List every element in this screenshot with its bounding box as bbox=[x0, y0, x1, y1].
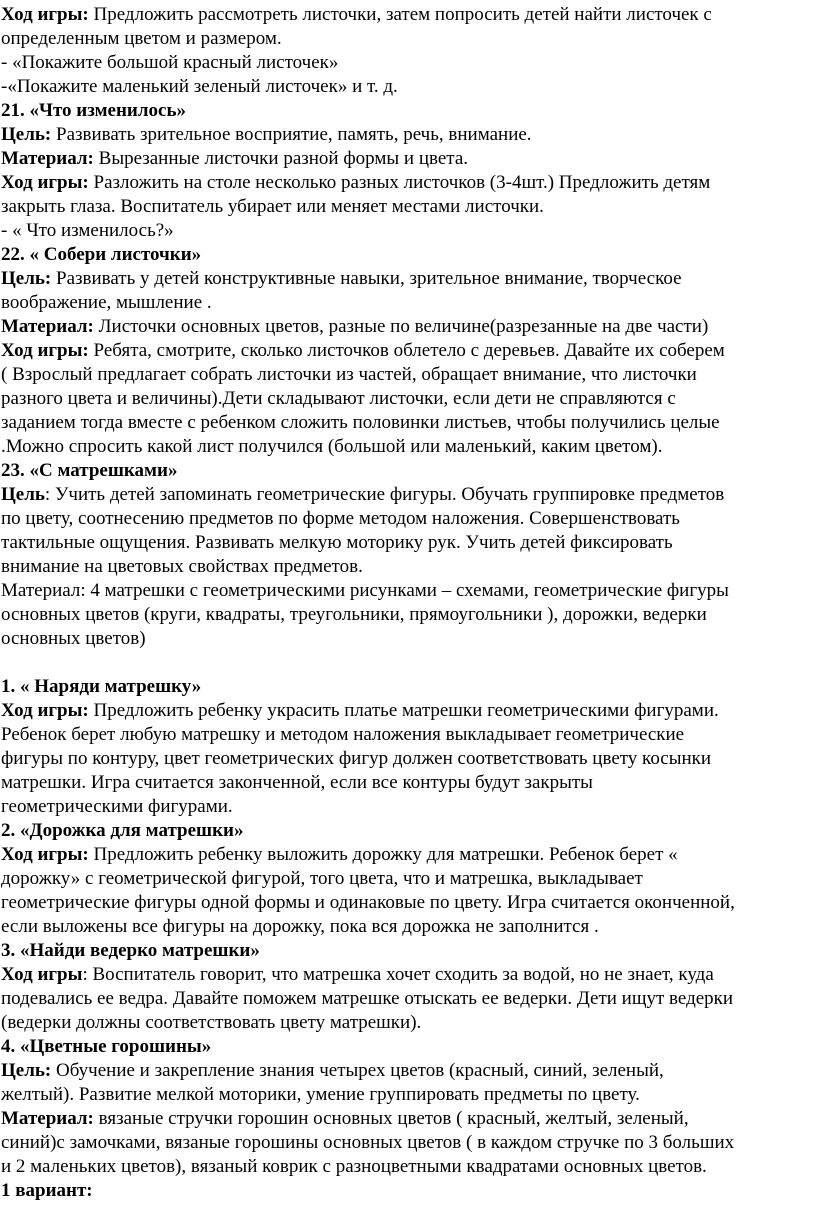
text-line bbox=[1, 123, 816, 147]
text-line bbox=[1, 1083, 816, 1107]
text-line bbox=[1, 3, 816, 27]
plain-run: - « Что изменилось?» bbox=[1, 220, 174, 241]
text-line bbox=[1, 1035, 816, 1059]
text-line bbox=[1, 243, 816, 267]
plain-run: Развивать у детей конструктивные навыки, зрительное внимание, творческое bbox=[51, 268, 682, 289]
bold-run: 1 вариант: bbox=[1, 1180, 93, 1201]
text-line bbox=[1, 315, 816, 339]
plain-run: и 2 маленьких цветов), вязаный коврик с разноцветными квадратами основных цветов. bbox=[1, 1156, 707, 1177]
text-line bbox=[1, 723, 816, 747]
text-line bbox=[1, 819, 816, 843]
text-line bbox=[1, 339, 816, 363]
text-line bbox=[1, 51, 816, 75]
plain-run: ( Взрослый предлагает собрать листочки из частей, обращает внимание, что листочки bbox=[1, 364, 697, 385]
plain-run: Предложить рассмотреть листочки, затем попросить детей найти листочек с bbox=[88, 4, 712, 25]
bold-run: 22. « Собери листочки» bbox=[1, 244, 202, 265]
text-line bbox=[1, 579, 816, 603]
text-line bbox=[1, 411, 816, 435]
plain-run: : Учить детей запоминать геометрические фигуры. Обучать группировке предметов bbox=[44, 484, 725, 505]
text-line bbox=[1, 195, 816, 219]
plain-run: фигуры по контуру, цвет геометрических фигур должен соответствовать цвету косынки bbox=[1, 748, 712, 769]
plain-run: (ведерки должны соответствовать цвету матрешки). bbox=[1, 1012, 422, 1033]
plain-run: геометрические фигуры одной формы и одинаковые по цвету. Игра считается оконченной, bbox=[1, 892, 735, 913]
plain-run: -«Покажите маленький зеленый листочек» и т. д. bbox=[1, 76, 398, 97]
plain-run: Листочки основных цветов, разные по величине(разрезанные на две части) bbox=[93, 316, 709, 337]
plain-run: Ребята, смотрите, сколько листочков облетело с деревьев. Давайте их соберем bbox=[88, 340, 725, 361]
bold-run: 3. «Найди ведерко матрешки» bbox=[1, 940, 260, 961]
text-line bbox=[1, 771, 816, 795]
text-line bbox=[1, 891, 816, 915]
plain-run: если выложены все фигуры на дорожку, пока вся дорожка не заполнится . bbox=[1, 916, 599, 937]
bold-run: Цель bbox=[1, 484, 45, 505]
text-line bbox=[1, 795, 816, 819]
text-line bbox=[1, 147, 816, 171]
text-line bbox=[1, 75, 816, 99]
plain-run: геометрическими фигурами. bbox=[1, 796, 233, 817]
plain-run: закрыть глаза. Воспитатель убирает или меняет местами листочки. bbox=[1, 196, 544, 217]
bold-run: Цель: bbox=[1, 124, 52, 145]
plain-run: заданием тогда вместе с ребенком сложить половинки листьев, чтобы получились целые bbox=[1, 412, 720, 433]
text-line bbox=[1, 987, 816, 1011]
plain-run: основных цветов) bbox=[1, 628, 146, 649]
text-line bbox=[1, 675, 816, 699]
text-line bbox=[1, 531, 816, 555]
plain-run: желтый). Развитие мелкой моторики, умение группировать предметы по цвету. bbox=[1, 1084, 640, 1105]
text-line bbox=[1, 219, 816, 243]
plain-run: Предложить ребенку выложить дорожку для матрешки. Ребенок берет « bbox=[88, 844, 678, 865]
plain-run: : Воспитатель говорит, что матрешка хочет сходить за водой, но не знает, куда bbox=[82, 964, 714, 985]
plain-run: Обучение и закрепление знания четырех цветов (красный, синий, зеленый, bbox=[51, 1060, 664, 1081]
text-line bbox=[1, 99, 816, 123]
plain-run: вязаные стручки горошин основных цветов ( красный, желтый, зеленый, bbox=[93, 1108, 689, 1129]
plain-run: - «Покажите большой красный листочек» bbox=[1, 52, 339, 73]
bold-run: Материал: bbox=[1, 148, 94, 169]
bold-run: 4. «Цветные горошины» bbox=[1, 1036, 212, 1057]
text-line bbox=[1, 1179, 816, 1203]
text-line bbox=[1, 27, 816, 51]
plain-run: тактильные ощущения. Развивать мелкую моторику рук. Учить детей фиксировать bbox=[1, 532, 673, 553]
bold-run: 2. «Дорожка для матрешки» bbox=[1, 820, 244, 841]
plain-run: воображение, мышление . bbox=[1, 292, 212, 313]
text-line bbox=[1, 1131, 816, 1155]
text-line bbox=[1, 483, 816, 507]
text-line bbox=[1, 363, 816, 387]
plain-run: разного цвета и величины).Дети складывают листочки, если дети не справляются с bbox=[1, 388, 676, 409]
text-line bbox=[1, 699, 816, 723]
plain-run: основных цветов (круги, квадраты, треугольники, прямоугольники ), дорожки, ведерки bbox=[1, 604, 707, 625]
plain-run: Предложить ребенку украсить платье матрешки геометрическими фигурами. bbox=[88, 700, 719, 721]
plain-run: внимание на цветовых свойствах предметов. bbox=[1, 556, 363, 577]
text-line bbox=[1, 603, 816, 627]
text-line bbox=[1, 915, 816, 939]
bold-run: Материал: bbox=[1, 316, 94, 337]
text-line bbox=[1, 1059, 816, 1083]
bold-run: 1. « Наряди матрешку» bbox=[1, 676, 202, 697]
text-line bbox=[1, 843, 816, 867]
plain-run: Вырезанные листочки разной формы и цвета. bbox=[93, 148, 468, 169]
plain-run: матрешки. Игра считается законченной, если все контуры будут закрыты bbox=[1, 772, 593, 793]
text-line bbox=[1, 1011, 816, 1035]
text-line bbox=[1, 939, 816, 963]
plain-run: Развивать зрительное восприятие, память, речь, внимание. bbox=[51, 124, 532, 145]
text-line bbox=[1, 291, 816, 315]
text-line bbox=[1, 507, 816, 531]
text-line bbox=[1, 387, 816, 411]
text-line bbox=[1, 963, 816, 987]
plain-run: Материал: 4 матрешки с геометрическими рисунками – схемами, геометрические фигуры bbox=[1, 580, 729, 601]
plain-run: Разложить на столе несколько разных листочков (3-4шт.) Предложить детям bbox=[88, 172, 711, 193]
plain-run: синий)с замочками, вязаные горошины основных цветов ( в каждом стручке по 3 больших bbox=[1, 1132, 735, 1153]
bold-run: Ход игры: bbox=[1, 4, 89, 25]
bold-run: Ход игры: bbox=[1, 172, 89, 193]
plain-run: дорожку» с геометрической фигурой, того цвета, что и матрешка, выкладывает bbox=[1, 868, 643, 889]
bold-run: Материал: bbox=[1, 1108, 94, 1129]
text-line bbox=[1, 1107, 816, 1131]
bold-run: 23. «С матрешками» bbox=[1, 460, 178, 481]
plain-run: .Можно спросить какой лист получился (большой или маленький, каким цветом). bbox=[1, 436, 663, 457]
plain-run: подевались ее ведра. Давайте поможем матрешке отыскать ее ведерки. Дети ищут ведерки bbox=[1, 988, 734, 1009]
plain-run: определенным цветом и размером. bbox=[1, 28, 282, 49]
text-line bbox=[1, 267, 816, 291]
plain-run: по цвету, соотнесению предметов по форме методом наложения. Совершенствовать bbox=[1, 508, 680, 529]
text-line bbox=[1, 627, 816, 651]
text-line bbox=[1, 171, 816, 195]
text-line bbox=[1, 435, 816, 459]
text-line bbox=[1, 1155, 816, 1179]
bold-run: Цель: bbox=[1, 1060, 52, 1081]
bold-run: Ход игры: bbox=[1, 700, 89, 721]
text-line bbox=[1, 459, 816, 483]
bold-run: Цель: bbox=[1, 268, 52, 289]
text-line bbox=[1, 555, 816, 579]
plain-run: Ребенок берет любую матрешку и методом наложения выкладывает геометрические bbox=[1, 724, 685, 745]
bold-run: Ход игры bbox=[1, 964, 83, 985]
text-line bbox=[1, 651, 816, 675]
text-line bbox=[1, 867, 816, 891]
bold-run: Ход игры: bbox=[1, 844, 89, 865]
bold-run: Ход игры: bbox=[1, 340, 89, 361]
text-line bbox=[1, 747, 816, 771]
bold-run: 21. «Что изменилось» bbox=[1, 100, 186, 121]
